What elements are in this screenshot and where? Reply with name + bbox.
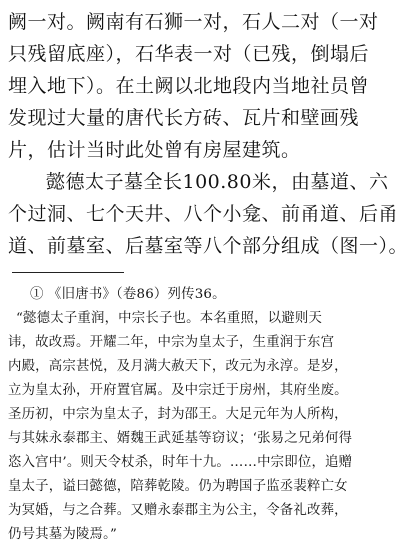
body-line: 阙一对。阙南有石狮一对，石人二对（一对	[8, 11, 379, 33]
body-line: 道、前墓室、后墓室等八个部分组成（图一）。	[8, 235, 409, 257]
body-line: 发现过大量的唐代长方砖、瓦片和壁画残	[8, 107, 360, 129]
footnote-line: 皇太子，谥曰懿德，陪葬乾陵。仍为聘国子监丞裴粹亡女	[8, 479, 348, 494]
body-line: 片，估计当时此处曾有房屋建筑。	[8, 139, 301, 161]
footnote-line: 恣入宫中’。则天令杖杀，时年十九。……中宗即位，追赠	[8, 455, 353, 470]
body-line: 只残留底座），石华表一对（已残，倒塌后	[8, 43, 370, 65]
footnote-line: “懿德太子重润，中宗长子也。本名重照，以避则天	[16, 311, 323, 326]
footnote-block	[8, 283, 407, 547]
footnote-line: 内殿，高宗甚悦，及月满大赦天下，改元为永淳。是岁，	[8, 359, 348, 374]
body-text	[8, 6, 407, 262]
footnote-line: 立为皇太孙，开府置官属。及中宗迁于房州，其府坐废。	[8, 383, 348, 398]
footnote-reference: ① 《旧唐书》（卷86）列传36。	[30, 287, 226, 302]
footnote-line: 圣历初，中宗为皇太子，封为邵王。大足元年为人所构，	[8, 407, 348, 422]
footnote-separator	[12, 272, 124, 273]
body-paragraph-start: 懿德太子墓全长100.80米，由墓道、六	[46, 171, 389, 193]
footnote-line: 仍号其墓为陵焉。”	[8, 527, 118, 542]
footnote-line: 与其妹永泰郡主、婿魏王武延基等窃议；‘张易之兄弟何得	[8, 431, 353, 446]
footnote-line: 讳，故改焉。开耀二年，中宗为皇太子，生重润于东宫	[8, 335, 335, 350]
footnote-line: 为冥婚，与之合葬。又赠永泰郡主为公主，令备礼改葬，	[8, 503, 348, 518]
body-line: 个过洞、七个天井、八个小龛、前甬道、后甬	[8, 203, 399, 225]
body-line: 埋入地下）。在土阙以北地段内当地社员曾	[8, 75, 370, 97]
